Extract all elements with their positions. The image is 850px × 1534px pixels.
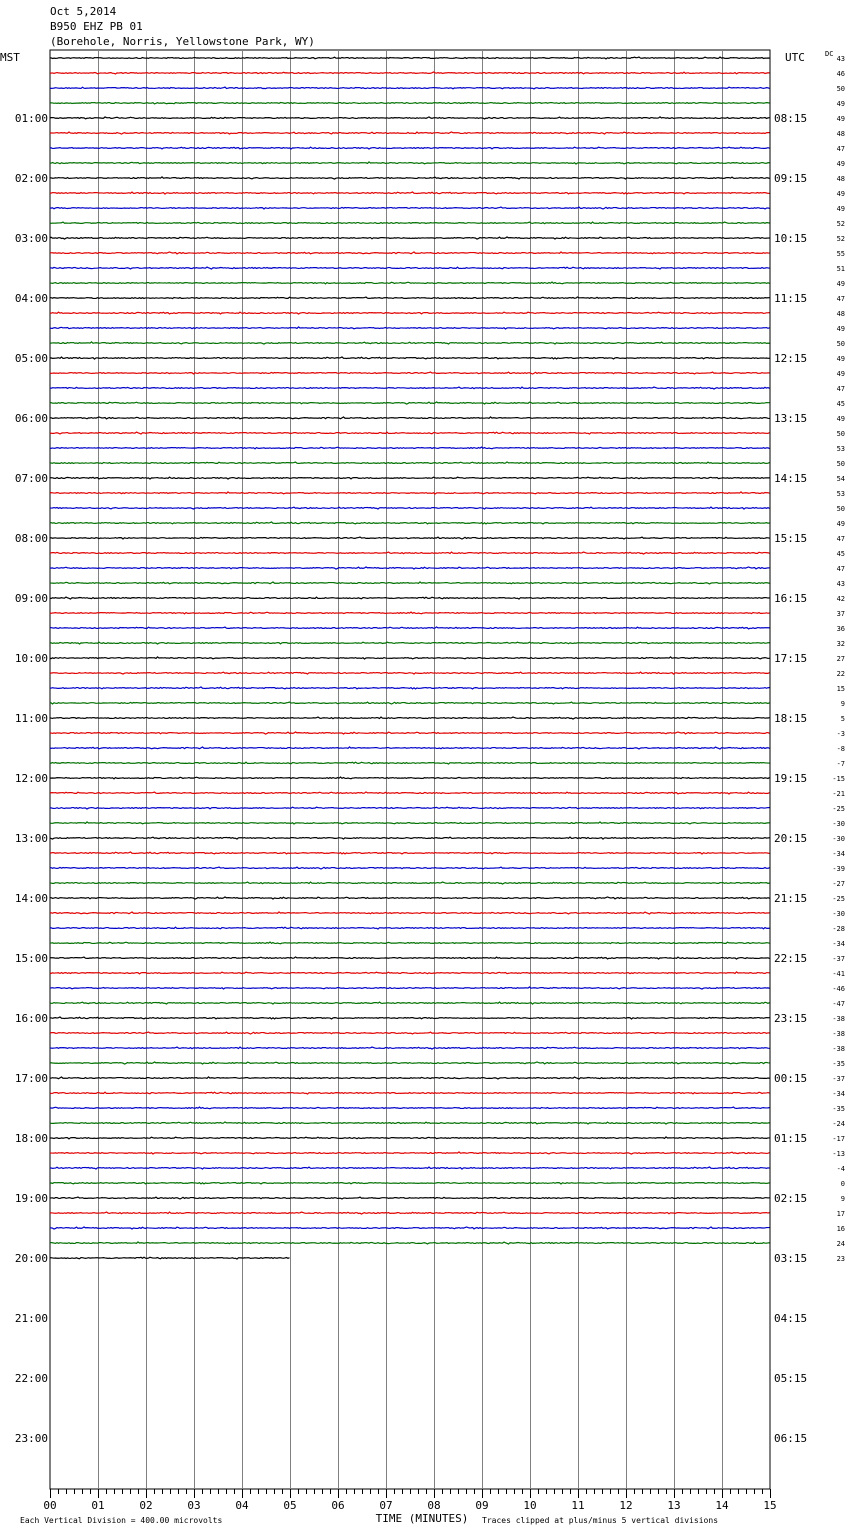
utc-hour-label: 19:15 [774,772,808,785]
seismic-trace [50,1107,770,1109]
dc-offset-value: -27 [832,880,845,888]
mst-hour-label: 19:00 [14,1192,48,1205]
utc-hour-label: 17:15 [774,652,808,665]
mst-hour-label: 08:00 [14,532,48,545]
utc-hour-label: 20:15 [774,832,808,845]
seismic-trace [50,342,770,344]
mst-hour-label: 11:00 [14,712,48,725]
dc-offset-value: 24 [836,1240,845,1248]
seismic-trace [50,1152,770,1154]
mst-hour-label: 03:00 [14,232,48,245]
seismic-trace [50,552,770,554]
dc-offset-value: -8 [836,745,845,753]
seismic-trace [50,567,770,569]
seismic-trace [50,642,770,644]
dc-offset-value: -28 [832,925,845,933]
seismic-trace [50,912,770,914]
dc-offset-value: 22 [836,670,845,678]
seismic-trace [50,87,770,89]
dc-offset-value: 50 [836,430,845,438]
mst-hour-label: 23:00 [14,1432,48,1445]
dc-offset-value: 49 [836,280,845,288]
dc-offset-value: -3 [836,730,845,738]
plot-frame [50,50,770,1489]
seismic-trace [50,537,770,539]
x-axis-title: TIME (MINUTES) [375,1512,469,1525]
seismic-trace [50,717,770,719]
dc-offset-value: 48 [836,310,845,318]
seismic-trace [50,1122,770,1124]
utc-hour-label: 14:15 [774,472,808,485]
seismic-trace [50,432,770,434]
utc-axis-label: UTC [785,51,805,64]
dc-offset-value: 17 [836,1210,845,1218]
seismic-trace [50,942,770,944]
utc-hour-label: 12:15 [774,352,808,365]
dc-offset-value: 42 [836,595,845,603]
utc-hour-label: 21:15 [774,892,808,905]
dc-offset-value: 47 [836,565,845,573]
dc-offset-value: 52 [836,220,845,228]
seismic-trace [50,402,770,404]
mst-hour-label: 22:00 [14,1372,48,1385]
x-tick-label: 13 [667,1499,681,1512]
dc-offset-value: -24 [832,1120,845,1128]
dc-offset-value: 50 [836,460,845,468]
seismic-trace [50,927,770,929]
dc-offset-value: -38 [832,1030,845,1038]
mst-axis-label: MST [0,51,20,64]
seismic-trace [50,1047,770,1049]
utc-hour-label: 16:15 [774,592,808,605]
utc-hour-label: 15:15 [774,532,808,545]
dc-offset-value: 45 [836,400,845,408]
dc-offset-value: -37 [832,955,845,963]
mst-hour-label: 12:00 [14,772,48,785]
mst-hour-label: 21:00 [14,1312,48,1325]
utc-hour-label: 22:15 [774,952,808,965]
utc-hour-label: 00:15 [774,1072,808,1085]
dc-offset-value: -41 [832,970,845,978]
seismic-trace [50,792,770,794]
dc-offset-value: 49 [836,355,845,363]
seismic-trace [50,117,770,119]
mst-hour-label: 05:00 [14,352,48,365]
dc-offset-value: 47 [836,385,845,393]
seismic-trace [50,312,770,314]
seismic-trace [50,837,770,839]
seismic-trace [50,237,770,239]
seismic-trace [50,807,770,809]
dc-offset-value: -25 [832,895,845,903]
dc-offset-value: 50 [836,85,845,93]
seismic-trace [50,462,770,464]
seismic-trace [50,282,770,284]
dc-offset-value: 9 [840,700,845,708]
dc-offset-value: 0 [840,1180,845,1188]
seismic-trace [50,702,770,704]
dc-offset-value: 49 [836,370,845,378]
seismic-trace [50,852,770,854]
header-location: (Borehole, Norris, Yellowstone Park, WY) [50,35,315,48]
mst-hour-label: 07:00 [14,472,48,485]
utc-hour-label: 02:15 [774,1192,808,1205]
dc-offset-value: 50 [836,505,845,513]
dc-offset-value: 48 [836,130,845,138]
seismic-trace [50,1137,770,1139]
dc-offset-value: -30 [832,835,845,843]
seismic-trace [50,372,770,374]
dc-offset-value: 43 [836,580,845,588]
seismic-trace [50,612,770,614]
seismic-trace [50,957,770,959]
dc-offset-value: -4 [836,1165,845,1173]
dc-offset-value: -35 [832,1105,845,1113]
seismic-trace [50,1062,770,1064]
dc-offset-value: 52 [836,235,845,243]
dc-offset-value: -34 [832,940,845,948]
mst-hour-label: 16:00 [14,1012,48,1025]
seismic-trace [50,252,770,254]
utc-hour-label: 01:15 [774,1132,808,1145]
seismic-trace [50,657,770,659]
header-station: B950 EHZ PB 01 [50,20,143,33]
dc-offset-value: -39 [832,865,845,873]
seismic-trace [50,1212,770,1214]
seismic-trace [50,1017,770,1019]
mst-hour-label: 15:00 [14,952,48,965]
dc-offset-value: 16 [836,1225,845,1233]
seismic-trace [50,267,770,269]
seismic-trace [50,882,770,884]
x-tick-label: 10 [523,1499,537,1512]
dc-offset-value: 48 [836,175,845,183]
dc-offset-value: -38 [832,1045,845,1053]
seismic-trace [50,597,770,599]
x-tick-label: 08 [427,1499,441,1512]
mst-hour-label: 06:00 [14,412,48,425]
x-tick-label: 06 [331,1499,345,1512]
seismic-trace [50,357,770,359]
seismic-trace [50,822,770,824]
mst-hour-label: 04:00 [14,292,48,305]
dc-offset-value: 36 [836,625,845,633]
seismic-trace [50,72,770,74]
dc-offset-value: 49 [836,205,845,213]
dc-offset-value: -37 [832,1075,845,1083]
utc-hour-label: 09:15 [774,172,808,185]
x-tick-label: 14 [715,1499,729,1512]
utc-hour-label: 03:15 [774,1252,808,1265]
seismic-trace [50,777,770,779]
seismic-trace [50,762,770,764]
footer-clip-note: Traces clipped at plus/minus 5 vertical divisions [482,1516,719,1525]
dc-offset-value: 49 [836,160,845,168]
dc-offset-value: 49 [836,325,845,333]
dc-offset-value: 49 [836,115,845,123]
seismic-trace [50,387,770,389]
x-tick-label: 12 [619,1499,633,1512]
x-tick-label: 05 [283,1499,297,1512]
seismic-trace [50,327,770,329]
seismic-trace [50,192,770,194]
seismic-trace [50,417,770,419]
seismic-trace [50,1257,290,1259]
seismic-trace [50,447,770,449]
mst-hour-label: 20:00 [14,1252,48,1265]
dc-offset-value: 46 [836,70,845,78]
seismic-trace [50,687,770,689]
dc-offset-value: 32 [836,640,845,648]
seismic-trace [50,507,770,509]
mst-hour-label: 09:00 [14,592,48,605]
x-tick-label: 02 [139,1499,153,1512]
seismic-trace [50,1182,770,1184]
seismic-trace [50,103,770,104]
seismic-trace [50,987,770,989]
dc-offset-value: 54 [836,475,845,483]
mst-hour-label: 10:00 [14,652,48,665]
dc-offset-value: -46 [832,985,845,993]
seismic-trace [50,1197,770,1199]
seismic-trace [50,582,770,584]
dc-offset-value: 49 [836,415,845,423]
utc-hour-label: 18:15 [774,712,808,725]
seismic-trace [50,1227,770,1229]
dc-offset-value: -13 [832,1150,845,1158]
dc-offset-value: -7 [836,760,845,768]
seismic-trace [50,162,770,164]
x-tick-label: 15 [763,1499,777,1512]
dc-offset-value: 49 [836,520,845,528]
dc-offset-value: 23 [836,1255,845,1263]
dc-offset-value: -15 [832,775,845,783]
dc-offset-value: 49 [836,100,845,108]
seismic-trace [50,672,770,674]
dc-offset-value: 27 [836,655,845,663]
dc-label: DC [825,50,834,58]
utc-hour-label: 23:15 [774,1012,808,1025]
x-tick-label: 00 [43,1499,57,1512]
x-tick-label: 09 [475,1499,489,1512]
utc-hour-label: 13:15 [774,412,808,425]
seismic-trace [50,867,770,869]
footer-scale-note: Each Vertical Division = 400.00 microvolts [20,1516,223,1525]
dc-offset-value: -17 [832,1135,845,1143]
seismic-trace [50,1242,770,1244]
seismic-trace [50,732,770,734]
utc-hour-label: 05:15 [774,1372,808,1385]
utc-hour-label: 11:15 [774,292,808,305]
dc-offset-value: -47 [832,1000,845,1008]
seismic-trace [50,1167,770,1169]
dc-offset-value: 47 [836,535,845,543]
dc-offset-value: 9 [840,1195,845,1203]
seismic-trace [50,57,770,59]
dc-offset-value: 47 [836,145,845,153]
dc-offset-value: 53 [836,445,845,453]
dc-offset-value: 43 [836,55,845,63]
utc-hour-label: 08:15 [774,112,808,125]
dc-offset-value: -34 [832,850,845,858]
seismic-trace [50,297,770,299]
seismic-trace [50,222,770,224]
seismic-trace [50,177,770,179]
utc-hour-label: 10:15 [774,232,808,245]
dc-offset-value: 49 [836,190,845,198]
seismic-trace [50,747,770,749]
seismic-trace [50,207,770,209]
dc-offset-value: 55 [836,250,845,258]
x-tick-label: 07 [379,1499,393,1512]
seismic-trace [50,522,770,524]
mst-hour-label: 02:00 [14,172,48,185]
seismic-trace [50,627,770,629]
utc-hour-label: 06:15 [774,1432,808,1445]
header-date: Oct 5,2014 [50,5,117,18]
x-tick-label: 11 [571,1499,585,1512]
dc-offset-value: -30 [832,910,845,918]
mst-hour-label: 18:00 [14,1132,48,1145]
dc-offset-value: -34 [832,1090,845,1098]
seismic-trace [50,972,770,974]
mst-hour-label: 01:00 [14,112,48,125]
seismic-trace [50,492,770,494]
seismic-trace [50,477,770,479]
mst-hour-label: 17:00 [14,1072,48,1085]
dc-offset-value: 53 [836,490,845,498]
x-tick-label: 01 [91,1499,105,1512]
seismic-trace [50,1032,770,1034]
dc-offset-value: 51 [836,265,845,273]
dc-offset-value: 37 [836,610,845,618]
utc-hour-label: 04:15 [774,1312,808,1325]
dc-offset-value: -38 [832,1015,845,1023]
dc-offset-value: -30 [832,820,845,828]
seismic-trace [50,1002,770,1004]
dc-offset-value: 50 [836,340,845,348]
x-tick-label: 03 [187,1499,201,1512]
seismic-trace [50,1092,770,1094]
mst-hour-label: 13:00 [14,832,48,845]
dc-offset-value: -21 [832,790,845,798]
dc-offset-value: 47 [836,295,845,303]
mst-hour-label: 14:00 [14,892,48,905]
dc-offset-value: 15 [836,685,845,693]
seismic-trace [50,132,770,134]
dc-offset-value: 45 [836,550,845,558]
dc-offset-value: -25 [832,805,845,813]
seismic-trace [50,1077,770,1079]
seismic-trace [50,897,770,899]
x-tick-label: 04 [235,1499,249,1512]
seismic-trace [50,147,770,149]
dc-offset-value: 5 [840,715,845,723]
dc-offset-value: -35 [832,1060,845,1068]
